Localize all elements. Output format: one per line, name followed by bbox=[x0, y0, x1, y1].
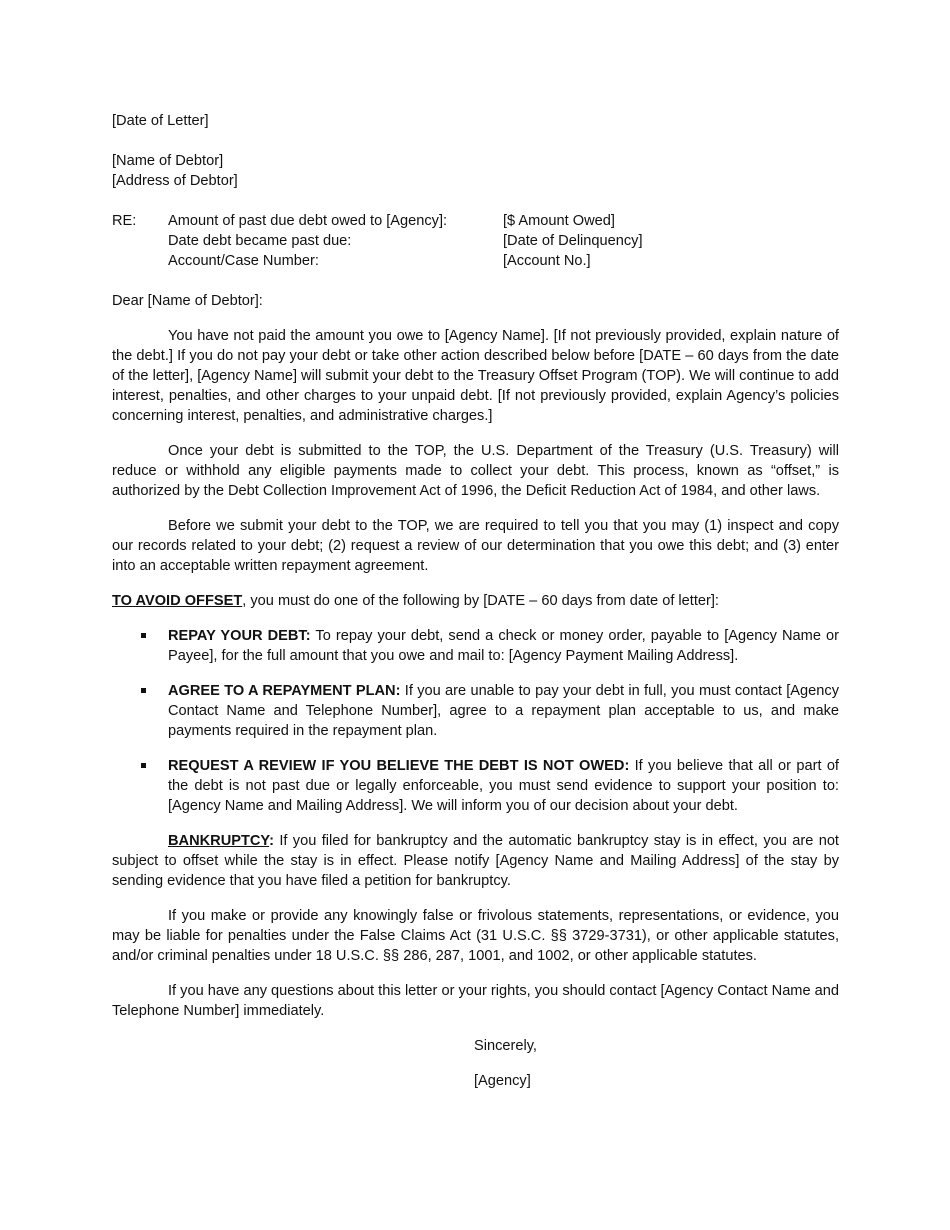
closing-block bbox=[474, 1036, 839, 1091]
paragraph-rights: Before we submit your debt to the TOP, we are required to tell you that you may (1) inspect and copy our records related to your debt; (2) request a review of our determination that you owe this debt; and (3) enter into an acceptable written repayment agreement. bbox=[112, 518, 839, 574]
debtor-address: [Address of Debtor] bbox=[112, 173, 238, 189]
square-bullet-icon bbox=[141, 688, 146, 693]
letter-page bbox=[112, 111, 839, 1091]
option-title: REQUEST A REVIEW IF YOU BELIEVE THE DEBT IS NOT OWED: bbox=[168, 758, 630, 774]
re-row-label: Account/Case Number: bbox=[168, 253, 319, 269]
closing-signer: [Agency] bbox=[474, 1073, 531, 1089]
debtor-block bbox=[112, 151, 839, 191]
re-label: RE: bbox=[112, 213, 137, 229]
avoid-offset-heading: TO AVOID OFFSET bbox=[112, 593, 243, 609]
option-title: AGREE TO A REPAYMENT PLAN: bbox=[168, 683, 401, 699]
square-bullet-icon bbox=[141, 633, 146, 638]
square-bullet-icon bbox=[141, 763, 146, 768]
paragraph-bankruptcy bbox=[112, 831, 839, 891]
salutation: Dear [Name of Debtor]: bbox=[112, 293, 263, 309]
closing-sincerely: Sincerely, bbox=[474, 1038, 537, 1054]
option-text: If you believe that all or part of the debt is not past due or legally enforceable, you must send evidence to support your position to: [Agency Name and Mailing Address]. We will inform you of our decision about your debt. bbox=[168, 758, 839, 814]
re-row-label: Amount of past due debt owed to [Agency]: bbox=[168, 213, 448, 229]
re-section bbox=[112, 211, 839, 271]
option-text: If you are unable to pay your debt in full, you must contact [Agency Contact Name and Telephone Number], agree to a repayment plan acceptable to us, and make payments required in the repayment plan. bbox=[168, 683, 839, 739]
option-repayment-plan bbox=[112, 681, 839, 741]
re-row-value: [Account No.] bbox=[503, 253, 591, 269]
debtor-name: [Name of Debtor] bbox=[112, 153, 224, 169]
avoid-offset-paragraph bbox=[112, 591, 839, 611]
re-row-label: Date debt became past due: bbox=[168, 233, 352, 249]
option-text: To repay your debt, send a check or money order, payable to [Agency Name or Payee], for the full amount that you owe and mail to: [Agency Payment Mailing Address]. bbox=[168, 628, 839, 664]
paragraph-nonpayment: You have not paid the amount you owe to [Agency Name]. [If not previously provided, explain nature of the debt.] If you do not pay your debt or take other action described below before [DATE – 60 days from the date of the letter], [Agency Name] will submit your debt to the Treasury Offset Program (TOP). We will continue to add interest, penalties, and other charges to your unpaid debt. [If not previously provided, explain Agency’s policies concerning interest, penalties, and administrative charges.] bbox=[112, 328, 839, 424]
paragraph-false-statements: If you make or provide any knowingly false or frivolous statements, representations, or evidence, you may be liable for penalties under the False Claims Act (31 U.S.C. §§ 3729-3731), or other applicable statutes, and/or criminal penalties under 18 U.S.C. §§ 286, 287, 1001, and 1002, or other applicable statutes. bbox=[112, 908, 839, 964]
re-row-value: [Date of Delinquency] bbox=[503, 233, 643, 249]
re-row-value: [$ Amount Owed] bbox=[503, 213, 615, 229]
paragraph-offset: Once your debt is submitted to the TOP, the U.S. Department of the Treasury (U.S. Treasury) will reduce or withhold any eligible payments made to collect your debt. This process, known as “offset,” is authorized by the Debt Collection Improvement Act of 1996, the Deficit Reduction Act of 1984, and other laws. bbox=[112, 443, 839, 499]
letter-date: [Date of Letter] bbox=[112, 113, 209, 129]
options-list bbox=[112, 626, 839, 816]
bankruptcy-text: If you filed for bankruptcy and the automatic bankruptcy stay is in effect, you are not subject to offset while the stay is in effect. Please notify [Agency Name and Mailing Address] of the stay by sending evidence that you have filed a petition for bankruptcy. bbox=[112, 833, 839, 889]
bankruptcy-heading: BANKRUPTCY bbox=[168, 833, 270, 849]
paragraph-questions: If you have any questions about this letter or your rights, you should contact [Agency Contact Name and Telephone Number] immediately. bbox=[112, 983, 839, 1019]
avoid-offset-text: , you must do one of the following by [DATE – 60 days from date of letter]: bbox=[242, 593, 719, 609]
option-request-review bbox=[112, 756, 839, 816]
option-title: REPAY YOUR DEBT: bbox=[168, 628, 311, 644]
bankruptcy-colon: : bbox=[269, 833, 274, 849]
option-repay bbox=[112, 626, 839, 666]
